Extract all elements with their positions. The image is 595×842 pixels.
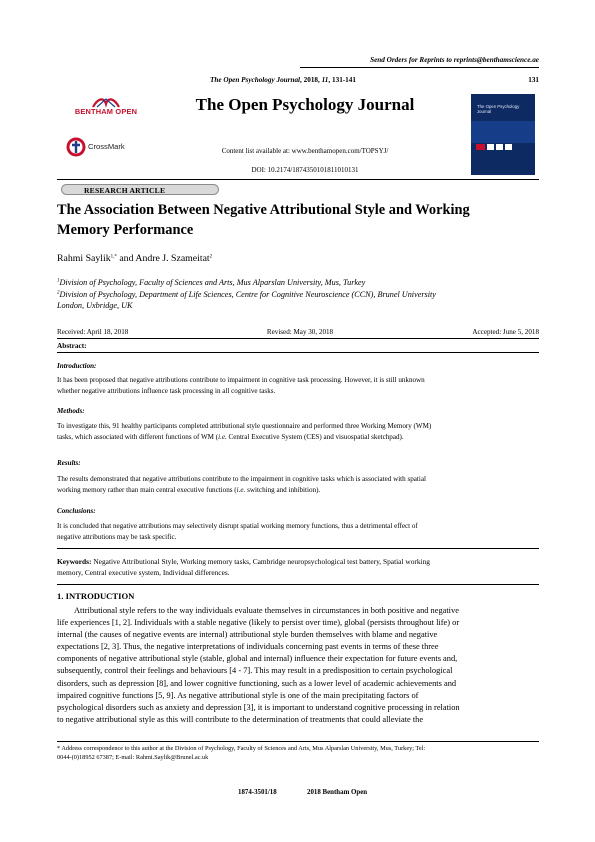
keywords-label: Keywords:: [57, 557, 92, 566]
abstract-results-text: The results demonstrated that negative attributions contribute to the impairment in cognitive tasks which is associated with spatial working memory rather than main central executive functions (i.e. switching and inhibition).: [57, 475, 426, 494]
author-saylik[interactable]: Rahmi Saylik: [57, 253, 111, 264]
article-type-tab: RESEARCH ARTICLE: [61, 184, 219, 195]
keywords: Keywords: Negative Attributional Style, Working memory tasks, Cambridge neuropsychological test battery, Spatial working memory, Central executive system, Individual differences.: [57, 557, 430, 577]
dates-rule: [57, 338, 539, 339]
keywords-rule: [57, 584, 539, 585]
reprints-notice: Send Orders for Reprints to reprints@benthamscience.ae: [370, 56, 539, 64]
cover-tile: [496, 144, 503, 150]
abstract-rule: [57, 352, 539, 353]
content-list-link[interactable]: Content list available at: www.benthamopen.com/TOPSYJ/: [221, 147, 389, 155]
introduction-heading: 1. INTRODUCTION: [57, 591, 135, 601]
crossmark-label: CrossMark: [88, 142, 125, 151]
abstract-heading: Abstract:: [57, 341, 87, 350]
authors: Rahmi Saylik$^{1,*}$ and Andre J. Szameitat$^2$: [57, 253, 213, 264]
abstract-introduction-text: It has been proposed that negative attributions contribute to impairment in cognitive task processing. However, it is still unknown whether negative attributions influence task processing in all cognitive tasks.: [57, 376, 425, 395]
cover-title: The Open Psychology Journal: [477, 104, 520, 115]
affiliations: $^1$Division of Psychology, Faculty of Sciences and Arts, Mus Alparslan University, Mus, Turkey $^2$Division of Psychology, Department of Life Sciences, Centre for Cognitive Neuroscience (CCN), Brunel University London, Uxbridge, UK: [57, 278, 436, 311]
affiliation-2: Division of Psychology, Department of Life Sciences, Centre for Cognitive Neuroscience (CCN), Brunel University: [59, 290, 436, 300]
abstract-conclusions-heading: Conclusions:: [57, 507, 96, 515]
abstract-introduction-heading: Introduction:: [57, 362, 97, 370]
cover-tile: [487, 144, 494, 150]
journal-cover: [471, 94, 535, 175]
footer-copyright: 2018 Bentham Open: [307, 789, 368, 796]
footer-issn: 1874-3501/18: [238, 789, 277, 796]
running-head-journal: The Open Psychology Journal: [210, 76, 301, 84]
received-date: Received: April 18, 2018: [57, 328, 129, 336]
page-number: 131: [528, 76, 539, 84]
cover-tile: [505, 144, 512, 150]
article-title: The Association Between Negative Attributional Style and Working Memory Performance: [57, 202, 470, 238]
crossmark-icon: [66, 137, 86, 157]
running-head: The Open Psychology Journal, 2018, 11, 131-141: [210, 76, 356, 84]
bentham-open-logo[interactable]: [66, 95, 146, 119]
crossmark-badge[interactable]: [66, 137, 126, 159]
keywords-top-rule: [57, 548, 539, 549]
introduction-text: Attributional style refers to the way individuals evaluate themselves in circumstances in both positive and negative life experiences [1, 2]. Individuals with a stable negative (likely to persist over time), global (persists throughout life) or internal (the causes of negative events are internal) attributional style burden themselves with blame and negative expectations [2, 3]. Thus, the negative interpretations of individuals concerning past events in terms of these three components of negative attributional style (stable, global and internal) influence their expectation for future events and, subsequently, control their feelings and behaviours [4 - 7]. This may result in a predisposition to certain psychological disorders, such as depression [8], and lower cognitive functioning, such as a lower level of academic achievements and impaired cognitive functions [5, 9]. As negative attributional style is one of the main precipitating factors of psychological disorders such as anxiety and depression [3], it is important to understand cognitive processing in relation to negative attributional style as this will contribute to the determination of treatments that could alleviate the: [57, 606, 460, 724]
correspondence-footnote: * Address correspondence to this author at the Division of Psychology, Faculty of Sciences and Arts, Mus Alparslan University, Mus, Turkey; Tel: 0044-(0)18952 67387; E-mail: Rahmi.Saylik@Brunel.ac.uk: [57, 745, 426, 762]
footnote-rule: [57, 741, 539, 742]
abstract-results-heading: Results:: [57, 459, 81, 467]
cover-band: [471, 121, 535, 143]
abstract-methods-heading: Methods:: [57, 407, 85, 415]
accepted-date: Accepted: June 5, 2018: [472, 328, 539, 336]
abstract-conclusions-text: It is concluded that negative attributions may selectively disrupt spatial working memory functions, thus a detrimental effect of negative attributions may be task specific.: [57, 522, 418, 541]
publisher-name: BENTHAM OPEN: [74, 107, 138, 116]
reprints-rule: [300, 67, 539, 68]
doi-link[interactable]: DOI: 10.2174/1874350101811010131: [251, 166, 359, 174]
abstract-methods-text: To investigate this, 91 healthy participants completed attributional style questionnaire and performed three Working Memory (WM) tasks, which associated with different functions of WM (i.e. Central Executive System (CES) and visuospatial sketchpad).: [57, 422, 432, 441]
cover-badge: [476, 144, 485, 150]
revised-date: Revised: May 30, 2018: [266, 328, 334, 336]
header-rule: [57, 179, 539, 180]
affiliation-1: Division of Psychology, Faculty of Sciences and Arts, Mus Alparslan University, Mus, Turkey: [59, 278, 366, 287]
journal-title: The Open Psychology Journal: [195, 95, 415, 114]
